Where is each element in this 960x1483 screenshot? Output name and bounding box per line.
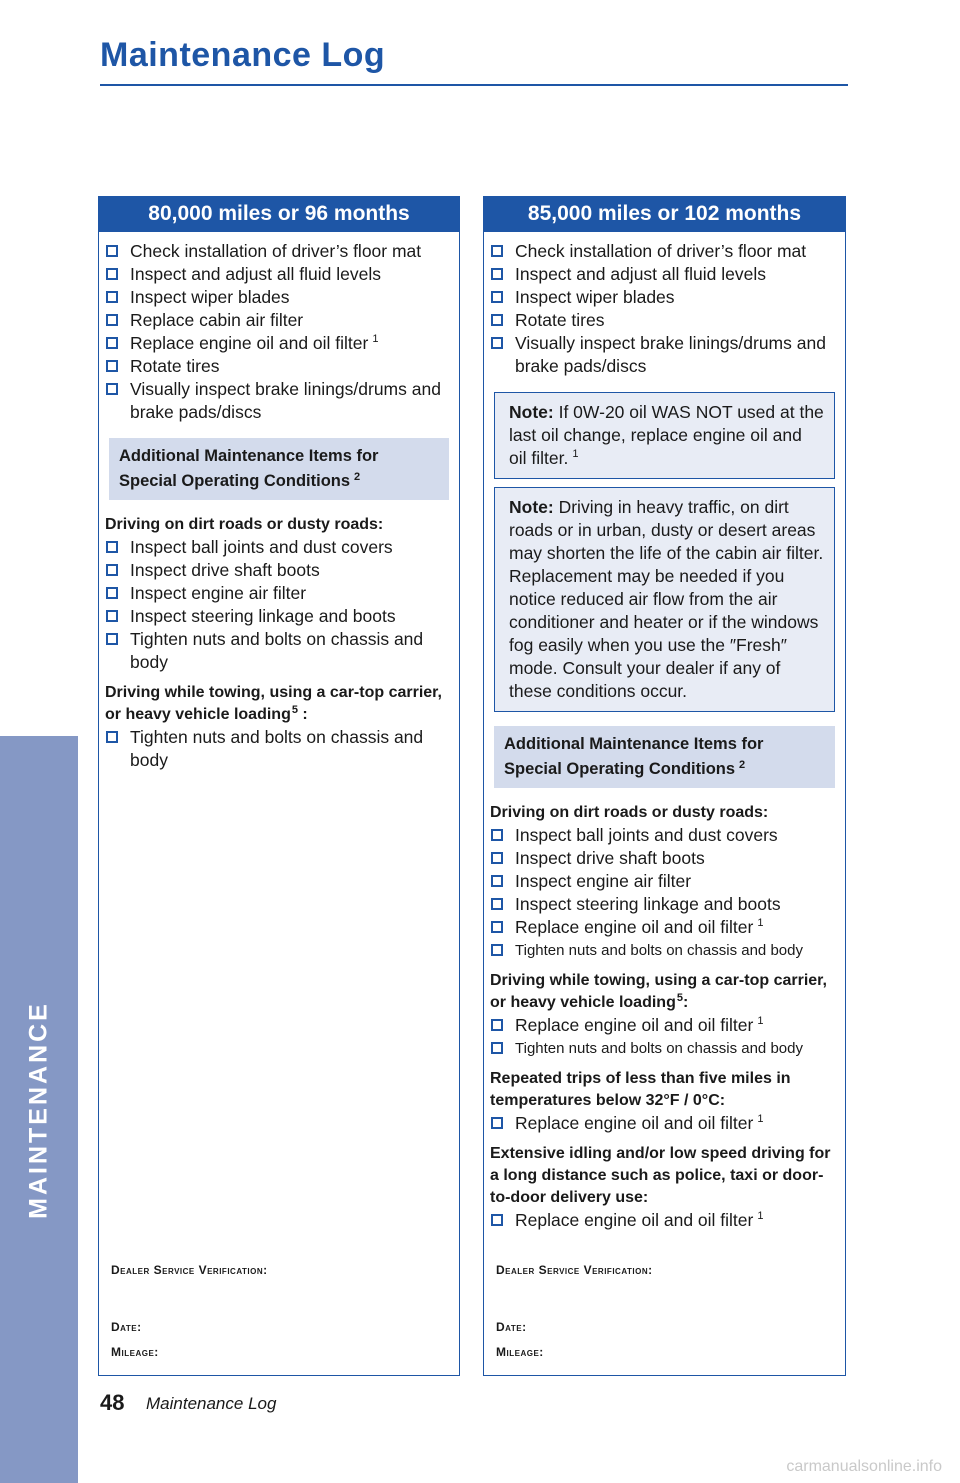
checklist-item: [105, 309, 453, 332]
checklist-item-text: Inspect drive shaft boots: [130, 560, 320, 580]
condition-title: [490, 802, 839, 824]
checklist-item: [105, 332, 453, 355]
checkbox-icon[interactable]: [491, 291, 503, 303]
checklist-item-text: Inspect drive shaft boots: [515, 848, 705, 868]
checklist-item-text: Replace engine oil and oil filter: [130, 333, 369, 353]
checkbox-icon[interactable]: [491, 1042, 503, 1054]
condition-title: [490, 1143, 839, 1209]
checklist-item-text: Replace engine oil and oil filter: [515, 1113, 754, 1133]
checklist-item: [105, 628, 453, 674]
checkbox-icon[interactable]: [491, 337, 503, 349]
left-checklist: [105, 240, 453, 424]
condition-title-text: Driving on dirt roads or dusty roads:: [490, 804, 769, 821]
checklist-item: [490, 263, 839, 286]
title-rule: [100, 84, 848, 86]
checklist-item: [490, 309, 839, 332]
right-column-header: 85,000 miles or 102 months: [483, 196, 846, 232]
checklist-item-text: Inspect engine air filter: [130, 583, 307, 603]
note-cabin-filter: [494, 487, 835, 712]
checkbox-icon[interactable]: [106, 383, 118, 395]
left-groups: [105, 514, 453, 772]
checklist-item: [105, 355, 453, 378]
checkbox-icon[interactable]: [491, 829, 503, 841]
checkbox-icon[interactable]: [106, 541, 118, 553]
checklist-item-text: Inspect steering linkage and boots: [130, 606, 396, 626]
checklist-item: [490, 870, 839, 893]
condition-title-text: Driving while towing, using a car-top carrier, or heavy vehicle loading: [490, 972, 827, 1011]
checklist-item-text: Inspect and adjust all fluid levels: [130, 264, 381, 284]
condition-title: [105, 514, 453, 536]
checklist-item-text: Replace engine oil and oil filter: [515, 917, 754, 937]
checkbox-icon[interactable]: [106, 633, 118, 645]
checklist-item: [490, 286, 839, 309]
footer-page-number: 48: [100, 1390, 125, 1415]
checklist-item: [105, 240, 453, 263]
checklist-item-text: Inspect steering linkage and boots: [515, 894, 781, 914]
checklist-item: [490, 1112, 839, 1135]
left-column-body: [99, 232, 459, 772]
checklist-item: [490, 1037, 839, 1060]
right-checklist: [490, 240, 839, 378]
footnote-sup: 5: [291, 703, 298, 716]
checkbox-icon[interactable]: [491, 1019, 503, 1031]
checkbox-icon[interactable]: [491, 268, 503, 280]
left-mileage-label: Mileage:: [111, 1345, 159, 1359]
checkbox-icon[interactable]: [491, 921, 503, 933]
condition-title-text: Repeated trips of less than five miles in temperatures below 32°F / 0°C:: [490, 1070, 791, 1109]
checklist-item-text: Check installation of driver’s floor mat: [130, 241, 422, 261]
footnote-sup: 1: [757, 917, 764, 930]
checklist-item-text: Inspect engine air filter: [515, 871, 692, 891]
checkbox-icon[interactable]: [491, 1214, 503, 1226]
checkbox-icon[interactable]: [106, 314, 118, 326]
checkbox-icon[interactable]: [106, 564, 118, 576]
checklist-item-text: Rotate tires: [515, 310, 605, 330]
checklist-item: [490, 332, 839, 378]
checkbox-icon[interactable]: [106, 268, 118, 280]
footnote-sup: 5: [676, 991, 683, 1004]
right-column-body: [484, 232, 845, 1232]
checkbox-icon[interactable]: [106, 291, 118, 303]
note-cabin-label: Note:: [509, 497, 554, 517]
condition-title: [490, 1068, 839, 1112]
note-oil-sup: 1: [572, 448, 579, 461]
left-date-label: Date:: [111, 1320, 142, 1334]
checklist-item-text: Inspect ball joints and dust covers: [130, 537, 393, 557]
checkbox-icon[interactable]: [491, 898, 503, 910]
checkbox-icon[interactable]: [106, 587, 118, 599]
checklist-item: [105, 286, 453, 309]
checklist-item-text: Replace engine oil and oil filter: [515, 1015, 754, 1035]
checklist-item: [105, 559, 453, 582]
checkbox-icon[interactable]: [491, 944, 503, 956]
checklist-item-text: Replace engine oil and oil filter: [515, 1210, 754, 1230]
checklist-item: [105, 378, 453, 424]
checkbox-icon[interactable]: [491, 852, 503, 864]
additional-line1: Additional Maintenance Items for: [504, 735, 764, 753]
left-additional-box: [109, 438, 449, 500]
side-tab-label: MAINTENANCE: [24, 1001, 53, 1219]
checklist-item-text: Inspect wiper blades: [515, 287, 675, 307]
footnote-sup: 1: [372, 333, 379, 346]
footnote-sup: 1: [757, 1113, 764, 1126]
checklist-item-text: Visually inspect brake linings/drums and brake pads/discs: [515, 333, 826, 376]
checkbox-icon[interactable]: [491, 1117, 503, 1129]
left-column-header: 80,000 miles or 96 months: [98, 196, 460, 232]
note-cabin-text: Driving in heavy traffic, on dirt roads or in urban, dusty or desert areas may shorten the life of the cabin air filter. Replacement may be needed if you notice reduced air flow from the air conditioner and heater or if the windows fog easily when you use the ″Fresh″ mode. Consult your dealer if any of these conditions occur.: [509, 497, 824, 701]
right-groups: [490, 802, 839, 1232]
checklist-item: [490, 240, 839, 263]
checkbox-icon[interactable]: [106, 731, 118, 743]
checklist-item: [490, 1209, 839, 1232]
checklist-item: [490, 916, 839, 939]
left-column: [98, 196, 460, 1376]
checkbox-icon[interactable]: [106, 360, 118, 372]
right-mileage-label: Mileage:: [496, 1345, 544, 1359]
checkbox-icon[interactable]: [491, 875, 503, 887]
checklist-item: [490, 847, 839, 870]
footer-label: Maintenance Log: [146, 1394, 277, 1413]
right-additional-box: [494, 726, 835, 788]
checklist-item: [490, 824, 839, 847]
checkbox-icon[interactable]: [491, 314, 503, 326]
condition-title: [105, 682, 453, 726]
note-oil-text: If 0W-20 oil WAS NOT used at the last oil change, replace engine oil and oil filter.: [509, 402, 824, 468]
condition-title-suffix: :: [297, 706, 308, 723]
additional-line1: Additional Maintenance Items for: [119, 447, 379, 465]
note-oil-label: Note:: [509, 402, 554, 422]
checklist-item-text: Rotate tires: [130, 356, 220, 376]
checklist-item: [105, 582, 453, 605]
additional-sup: 2: [354, 470, 361, 483]
checklist-item-text: Visually inspect brake linings/drums and brake pads/discs: [130, 379, 441, 422]
checklist-item: [490, 893, 839, 916]
checklist-item-text: Inspect and adjust all fluid levels: [515, 264, 766, 284]
checklist-item-text: Check installation of driver’s floor mat: [515, 241, 807, 261]
checklist-item: [490, 939, 839, 962]
checklist-item-text: Tighten nuts and bolts on chassis and body: [130, 727, 424, 770]
additional-line2: Special Operating Conditions: [119, 472, 351, 490]
footnote-sup: 1: [757, 1210, 764, 1223]
footnote-sup: 1: [757, 1015, 764, 1028]
checklist-item: [105, 605, 453, 628]
condition-title-suffix: :: [682, 994, 689, 1011]
checklist-item: [490, 1014, 839, 1037]
additional-sup: 2: [739, 758, 746, 771]
checklist-item-text: Tighten nuts and bolts on chassis and body: [515, 1040, 803, 1057]
note-oil: [494, 392, 835, 479]
additional-line2: Special Operating Conditions: [504, 760, 736, 778]
condition-title-text: Extensive idling and/or low speed driving for a long distance such as police, taxi or door-to-door delivery use:: [490, 1145, 831, 1206]
checklist-item-text: Tighten nuts and bolts on chassis and body: [515, 942, 803, 959]
checklist-item-text: Inspect wiper blades: [130, 287, 290, 307]
checkbox-icon[interactable]: [491, 245, 503, 257]
condition-title-text: Driving on dirt roads or dusty roads:: [105, 516, 384, 533]
checkbox-icon[interactable]: [106, 610, 118, 622]
right-column: [483, 196, 846, 1376]
checklist-item-text: Replace cabin air filter: [130, 310, 304, 330]
checklist-item-text: Tighten nuts and bolts on chassis and body: [130, 629, 424, 672]
condition-title: [490, 970, 839, 1014]
checkbox-icon[interactable]: [106, 337, 118, 349]
checkbox-icon[interactable]: [106, 245, 118, 257]
left-dealer-verification: Dealer Service Verification:: [111, 1263, 268, 1277]
checklist-item: [105, 726, 453, 772]
checklist-item: [105, 263, 453, 286]
right-dealer-verification: Dealer Service Verification:: [496, 1263, 653, 1277]
condition-title-text: Driving while towing, using a car-top carrier, or heavy vehicle loading: [105, 684, 442, 723]
page-title: Maintenance Log: [100, 36, 386, 74]
checklist-item: [105, 536, 453, 559]
checklist-item-text: Inspect ball joints and dust covers: [515, 825, 778, 845]
right-date-label: Date:: [496, 1320, 527, 1334]
watermark: carmanualsonline.info: [786, 1458, 942, 1475]
